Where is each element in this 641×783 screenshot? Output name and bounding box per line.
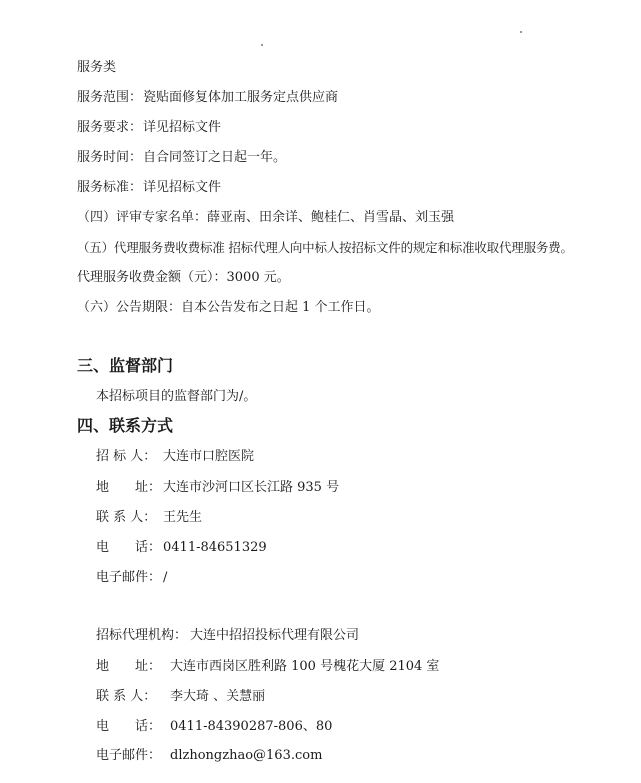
- tenderer-address-label: 地 址：: [96, 480, 162, 495]
- service-req-value: 详见招标文件: [143, 120, 222, 135]
- agency-address-value: 大连市西岗区胜利路 100 号槐花大厦 2104 室: [170, 659, 440, 674]
- tenderer-contact-value: 王先生: [163, 510, 203, 525]
- section3-body: 本招标项目的监督部门为/。: [96, 389, 257, 404]
- tenderer-phone-value: 0411-84651329: [163, 540, 267, 555]
- tenderer-email-label: 电子邮件：: [96, 570, 162, 585]
- tenderer-address-value: 大连市沙河口区长江路 935 号: [163, 480, 340, 495]
- agency-contact-label: 联 系 人：: [96, 689, 157, 704]
- tenderer-phone-label: 电 话：: [96, 540, 162, 555]
- tenderer-contact-label: 联 系 人：: [96, 510, 157, 525]
- agency-phone-label: 电 话：: [96, 719, 162, 734]
- service-scope-label: 服务范围：: [77, 90, 143, 105]
- service-scope-value: 瓷贴面修复体加工服务定点供应商: [143, 90, 339, 105]
- agency-email-value: dlzhongzhao@163.com: [170, 748, 323, 763]
- section4-title: 四、联系方式: [77, 416, 174, 435]
- scan-speck: [520, 31, 522, 33]
- agency-contact-value: 李大琦 、关慧丽: [170, 689, 266, 704]
- experts-line: （四）评审专家名单：薛亚南、田余详、鲍桂仁、肖雪晶、刘玉强: [77, 210, 455, 225]
- tenderer-email-value: /: [163, 570, 168, 585]
- section3-title: 三、监督部门: [77, 356, 174, 375]
- service-std-label: 服务标准：: [77, 180, 143, 195]
- scan-speck: [261, 44, 263, 46]
- tenderer-name-value: 大连市口腔医院: [163, 449, 255, 464]
- service-time-label: 服务时间：: [77, 150, 143, 165]
- agency-email-label: 电子邮件：: [96, 748, 162, 763]
- notice-period-line: （六）公告期限：自本公告发布之日起 1 个工作日。: [77, 300, 380, 315]
- agency-address-label: 地 址：: [96, 659, 162, 674]
- service-req-label: 服务要求：: [77, 120, 143, 135]
- agency-name-value: 大连中招招投标代理有限公司: [190, 628, 360, 643]
- agency-name-label: 招标代理机构：: [96, 628, 188, 643]
- fee-standard-line: （五）代理服务费收费标准 招标代理人向中标人按招标文件的规定和标准收取代理服务费。: [77, 240, 573, 255]
- fee-amount-line: 代理服务收费金额（元）：3000 元。: [77, 270, 290, 285]
- service-time-value: 自合同签订之日起一年。: [143, 150, 287, 165]
- agency-phone-value: 0411-84390287-806、80: [170, 719, 333, 734]
- service-std-value: 详见招标文件: [143, 180, 222, 195]
- service-category: 服务类: [77, 60, 117, 75]
- tenderer-name-label: 招 标 人：: [96, 449, 157, 464]
